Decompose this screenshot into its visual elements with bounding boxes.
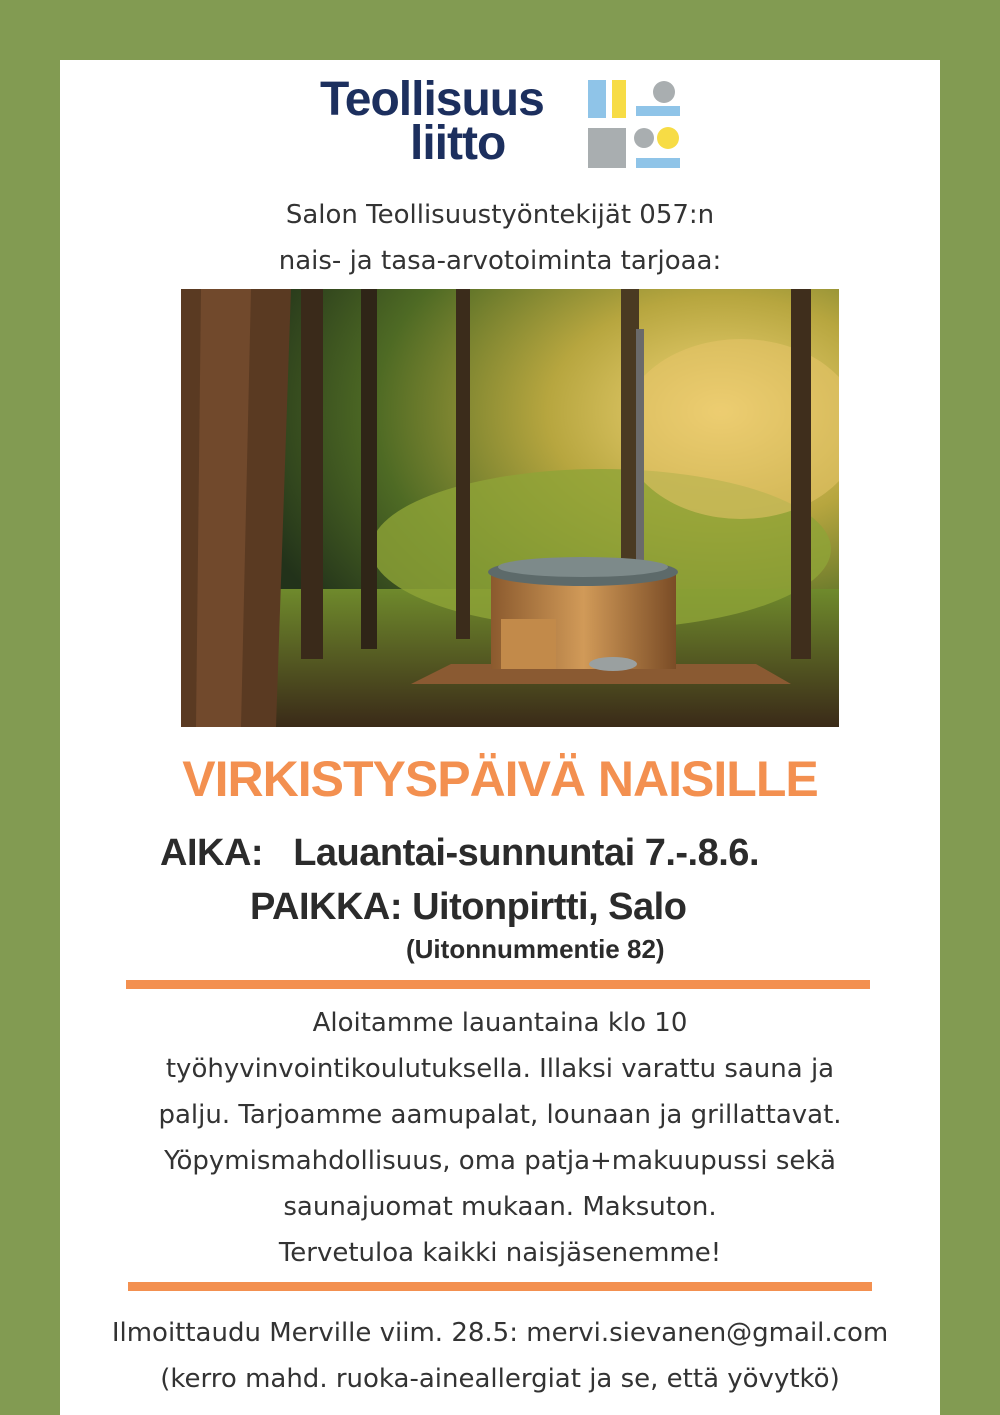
divider-top <box>126 980 870 989</box>
description-line: työhyvinvointikoulutuksella. Illaksi varattu sauna ja <box>165 1054 835 1084</box>
logo-mark-icon <box>588 80 682 174</box>
intro-text <box>60 192 940 284</box>
description-line: Tervetuloa kaikki naisjäsenemme! <box>278 1238 722 1268</box>
event-address: (Uitonnummentie 82) <box>406 934 665 964</box>
logo-wordmark <box>320 73 544 170</box>
description <box>60 1000 940 1276</box>
event-place: PAIKKA: Uitonpirtti, Salo <box>250 886 687 928</box>
logo-line-1: Teollisuus <box>320 73 544 126</box>
poster <box>60 60 940 1415</box>
description-line: Yöpymismahdollisuus, oma patja+makuupussi sekä <box>164 1146 836 1176</box>
intro-line-2: nais- ja tasa-arvotoiminta tarjoaa: <box>278 246 722 276</box>
registration-line-1: Ilmoittaudu Merville viim. 28.5: mervi.sievanen@gmail.com <box>111 1318 889 1348</box>
description-line: Aloitamme lauantaina klo 10 <box>312 1008 688 1038</box>
teollisuusliitto-logo <box>320 73 680 178</box>
headline: VIRKISTYSPÄIVÄ NAISILLE <box>182 751 818 807</box>
event-time: AIKA: Lauantai-sunnuntai 7.-.8.6. <box>160 832 759 874</box>
forest-hot-tub-photo <box>181 289 839 727</box>
divider-bottom <box>128 1282 872 1291</box>
intro-line-1: Salon Teollisuustyöntekijät 057:n <box>285 200 715 230</box>
description-line: palju. Tarjoamme aamupalat, lounaan ja grillattavat. <box>158 1100 842 1130</box>
registration-info <box>60 1310 940 1402</box>
description-line: saunajuomat mukaan. Maksuton. <box>283 1192 717 1222</box>
registration-line-2: (kerro mahd. ruoka-aineallergiat ja se, että yövytkö) <box>160 1364 840 1394</box>
logo-line-2: liitto <box>410 117 506 170</box>
